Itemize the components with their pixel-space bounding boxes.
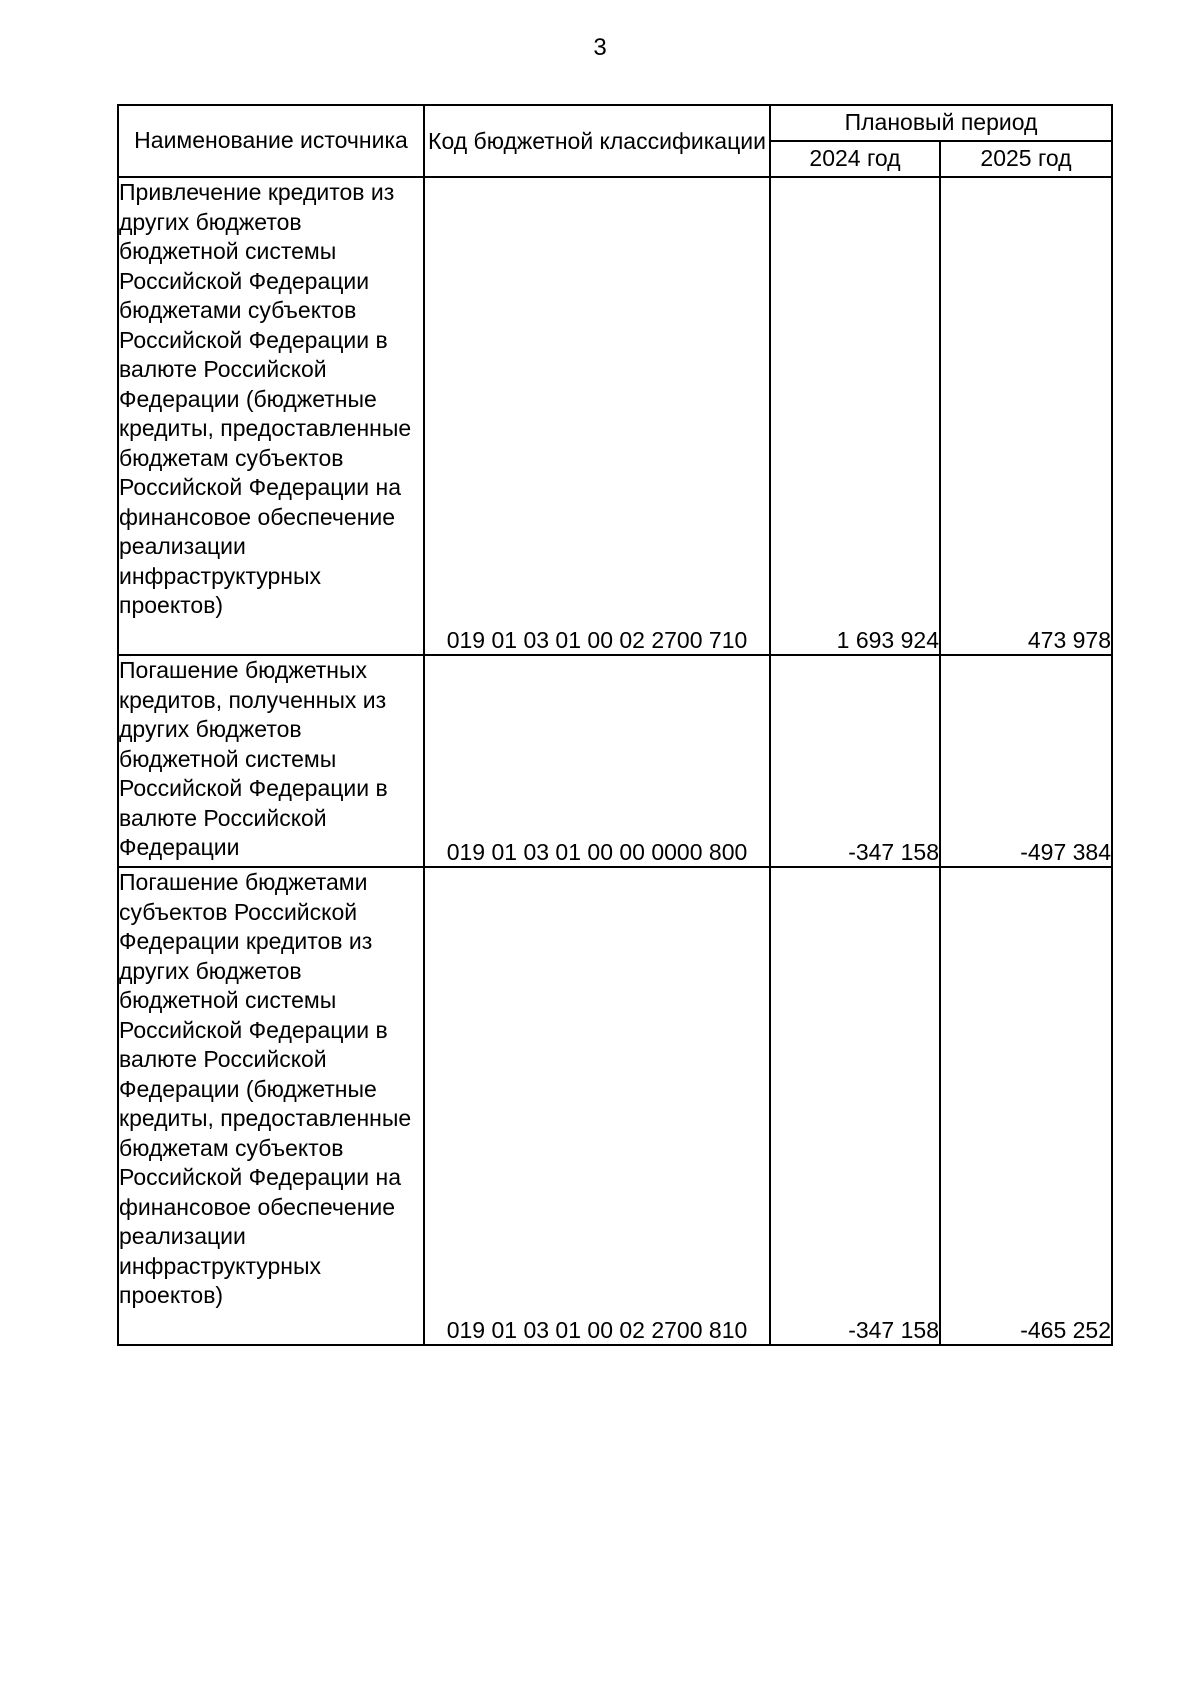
row-value-2024-text: 1 693 924 [836, 627, 939, 653]
row-budget-code [424, 655, 770, 867]
header-source-name: Наименование источника [118, 105, 424, 177]
row-value-2025-text: -497 384 [1020, 839, 1112, 865]
row-value-2024-text: -347 158 [848, 839, 939, 865]
row-budget-code [424, 177, 770, 655]
row-source-name: Привлечение кредитов из других бюджетов бюджетной системы Российской Федерации бюджетами субъектов Российской Федерации в валюте Российской Федерации (бюджетные кредиты, предоставленные бюджетам субъектов Российской Федерации на финансовое обеспечение реализации инфраструктурных проектов) [118, 177, 424, 655]
budget-sources-table [117, 104, 1113, 1346]
header-planned-period: Плановый период [770, 105, 1112, 141]
header-year-2024: 2024 год [770, 141, 940, 177]
row-source-name: Погашение бюджетами субъектов Российской Федерации кредитов из других бюджетов бюджетной системы Российской Федерации в валюте Российской Федерации (бюджетные кредиты, предоставленные бюджетам субъектов Российской Федерации на финансовое обеспечение реализации инфраструктурных проектов) [118, 867, 424, 1345]
table-row [118, 177, 1112, 655]
row-value-2024 [770, 655, 940, 867]
row-value-2024 [770, 867, 940, 1345]
row-value-2025 [940, 177, 1112, 655]
row-source-name: Погашение бюджетных кредитов, полученных из других бюджетов бюджетной системы Российской Федерации в валюте Российской Федерации [118, 655, 424, 867]
header-year-2025: 2025 год [940, 141, 1112, 177]
page-number: 3 [593, 34, 607, 61]
row-value-2025-text: 473 978 [1027, 627, 1112, 653]
row-value-2024 [770, 177, 940, 655]
row-value-2025-text: -465 252 [1020, 1317, 1112, 1343]
row-budget-code [424, 867, 770, 1345]
table-row [118, 655, 1112, 867]
row-budget-code-text: 019 01 03 01 00 02 2700 810 [446, 1317, 748, 1343]
header-row-top [118, 105, 1112, 141]
row-budget-code-text: 019 01 03 01 00 00 0000 800 [446, 839, 748, 865]
row-budget-code-text: 019 01 03 01 00 02 2700 710 [446, 627, 748, 653]
row-value-2024-text: -347 158 [848, 1317, 939, 1343]
header-budget-code: Код бюджетной классификации [424, 105, 770, 177]
row-value-2025 [940, 867, 1112, 1345]
table-row [118, 867, 1112, 1345]
row-value-2025 [940, 655, 1112, 867]
